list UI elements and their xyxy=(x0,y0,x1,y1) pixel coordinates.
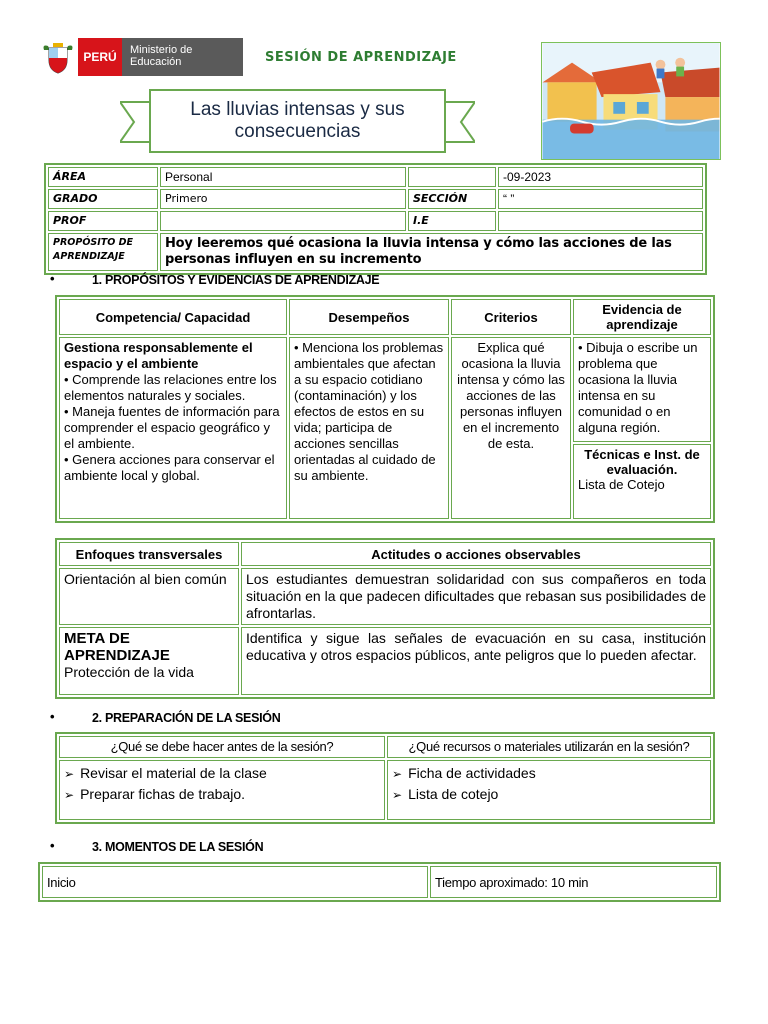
section2-heading xyxy=(50,709,281,725)
header-antes: ¿Qué se debe hacer antes de la sesión? xyxy=(59,736,385,758)
ie-label: I.E xyxy=(408,211,496,231)
meta-sub: Protección de la vida xyxy=(64,664,194,680)
section1-heading xyxy=(50,271,380,287)
section1-heading-text: 1. PROPÓSITOS Y EVIDENCIAS DE APRENDIZAJE xyxy=(92,273,380,287)
brand-ministry: Ministerio de Educación xyxy=(122,38,243,76)
tecnicas-cell xyxy=(573,444,711,519)
lesson-title xyxy=(150,90,445,152)
ie-value xyxy=(498,211,703,231)
preparacion-table xyxy=(55,732,715,824)
competencias-table xyxy=(55,295,715,523)
bullet-icon: • xyxy=(50,271,55,286)
section2-heading-text: 2. PREPARACIÓN DE LA SESIÓN xyxy=(92,711,281,725)
header-recursos: ¿Qué recursos o materiales utilizarán en la sesión? xyxy=(387,736,711,758)
competencia-title: Gestiona responsablemente el espacio y el ambiente xyxy=(64,340,253,371)
criterio-cell: Explica qué ocasiona la lluvia intensa y cómo las acciones de las personas influyen en el incremento de esta. xyxy=(451,337,571,519)
competencia-item: • Comprende las relaciones entre los elementos naturales y sociales. xyxy=(64,372,277,403)
evidencia-cell: • Dibuja o escribe un problema que ocasiona la lluvia intensa en su comunidad o en alguna región. xyxy=(573,337,711,442)
competencia-item: • Genera acciones para conservar el ambiente local y global. xyxy=(64,452,275,483)
session-title: SESIÓN DE APRENDIZAJE xyxy=(265,50,457,65)
inicio-cell: Inicio xyxy=(42,866,428,898)
proposito-label: PROPÓSITO DE APRENDIZAJE xyxy=(48,233,158,271)
list-item: ➢ Revisar el material de la clase xyxy=(64,763,380,784)
grado-label: GRADO xyxy=(48,189,158,209)
proposito-value: Hoy leeremos qué ocasiona la lluvia intensa y cómo las acciones de las personas influyen en su incremento xyxy=(160,233,703,271)
area-extra xyxy=(408,167,496,187)
meta-label: META DE APRENDIZAJE xyxy=(64,630,170,664)
tecnicas-label: Técnicas e Inst. de evaluación. xyxy=(584,447,700,477)
header-evidencia: Evidencia de aprendizaje xyxy=(573,299,711,335)
competencia-item: • Maneja fuentes de información para comprender el espacio geográfico y el ambiente. xyxy=(64,404,280,451)
ministry-logo xyxy=(78,38,243,76)
area-value: Personal xyxy=(160,167,406,187)
bullet-icon: • xyxy=(50,838,55,853)
section3-heading xyxy=(50,838,264,854)
date-value: -09-2023 xyxy=(498,167,703,187)
section3-heading-text: 3. MOMENTOS DE LA SESIÓN xyxy=(92,840,264,854)
header-desempenos: Desempeños xyxy=(289,299,449,335)
info-table xyxy=(44,163,707,275)
tecnicas-value: Lista de Cotejo xyxy=(578,477,665,492)
brand-country: PERÚ xyxy=(78,38,122,76)
peru-coat-of-arms-icon xyxy=(40,40,76,76)
bullet-icon: • xyxy=(50,709,55,724)
header-criterios: Criterios xyxy=(451,299,571,335)
flood-illustration xyxy=(541,42,721,160)
meta-description: Identifica y sigue las señales de evacuación en su casa, institución educativa y otros espacios públicos, ante peligros que lo pueden afectar. xyxy=(241,627,711,695)
grado-value: Primero xyxy=(160,189,406,209)
desempeno-cell: • Menciona los problemas ambientales que afectan a su espacio cotidiano (contaminación) y los efectos de estos en su vida; participa de acciones sencillas orientadas al cuidado de su ambiente. xyxy=(289,337,449,519)
seccion-value: “ ” xyxy=(498,189,703,209)
enfoque-actitud: Los estudiantes demuestran solidaridad con sus compañeros en toda situación en la que padecen dificultades que rebasan sus posibilidades de afrontarlas. xyxy=(241,568,711,625)
antes-cell xyxy=(59,760,385,820)
prof-label: PROF xyxy=(48,211,158,231)
area-label: ÁREA xyxy=(48,167,158,187)
header-enfoques: Enfoques transversales xyxy=(59,542,239,566)
meta-cell xyxy=(59,627,239,695)
header-competencia: Competencia/ Capacidad xyxy=(59,299,287,335)
header-actitudes: Actitudes o acciones observables xyxy=(241,542,711,566)
competencia-cell xyxy=(59,337,287,519)
prof-value xyxy=(160,211,406,231)
lesson-title-line2: consecuencias xyxy=(234,121,361,142)
list-item: ➢ Ficha de actividades xyxy=(392,763,706,784)
momentos-table xyxy=(38,862,721,902)
recursos-cell xyxy=(387,760,711,820)
seccion-label: SECCIÓN xyxy=(408,189,496,209)
list-item: ➢ Lista de cotejo xyxy=(392,784,706,805)
lesson-title-line1: Las lluvias intensas y sus xyxy=(190,99,405,120)
enfoques-table xyxy=(55,538,715,699)
enfoque-name: Orientación al bien común xyxy=(59,568,239,625)
tiempo-cell: Tiempo aproximado: 10 min xyxy=(430,866,717,898)
list-item: ➢ Preparar fichas de trabajo. xyxy=(64,784,380,805)
